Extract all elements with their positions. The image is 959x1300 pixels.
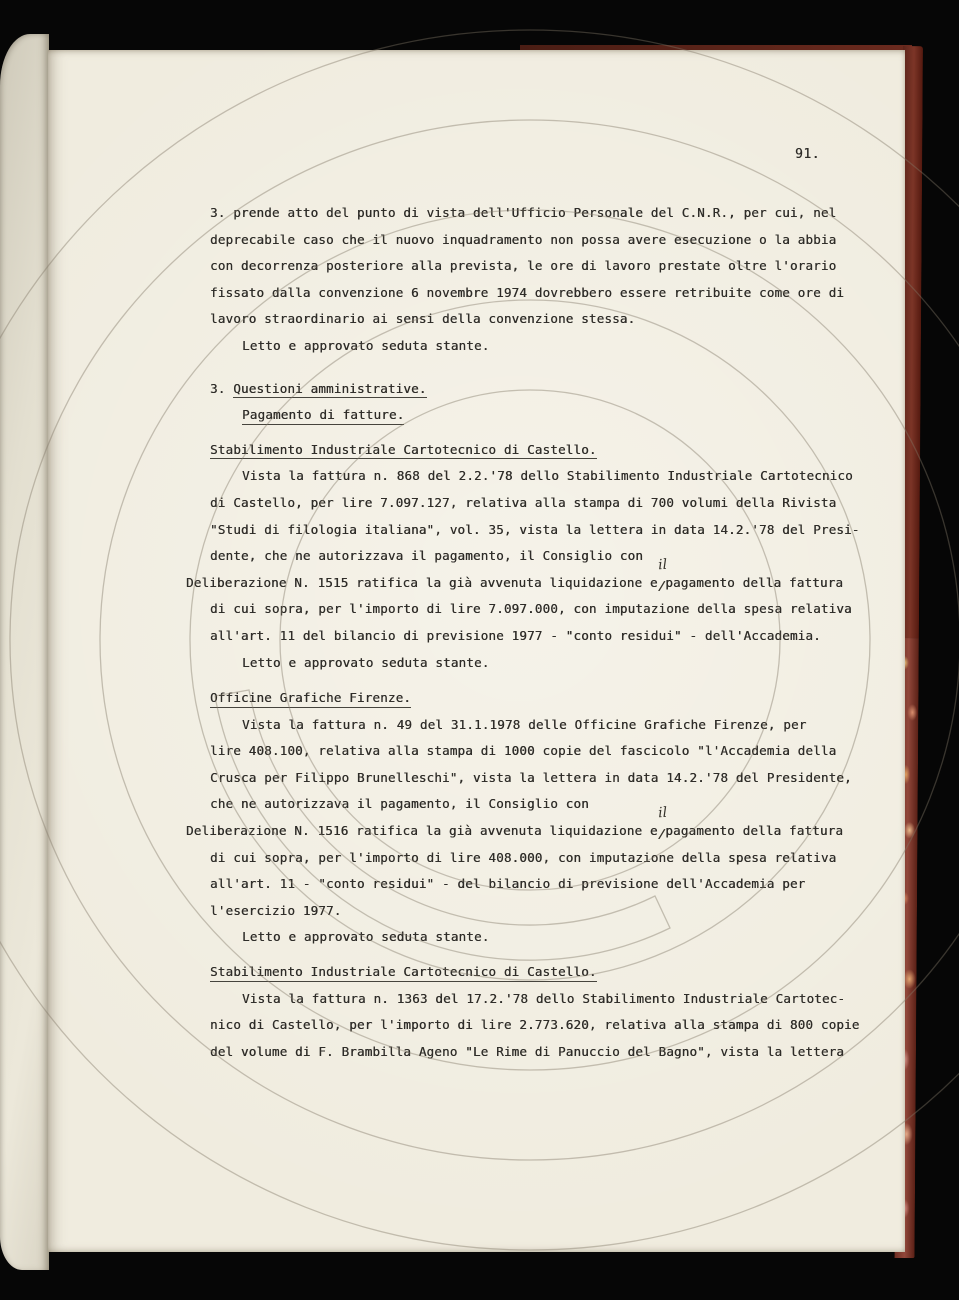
- heading-line: [210, 685, 910, 712]
- document-page: [48, 50, 905, 1252]
- text-run: deprecabile caso che il nuovo inquadramento non possa avere esecuzione o la abbia: [210, 231, 837, 247]
- text-line: [210, 1012, 910, 1039]
- text-line: [210, 738, 910, 765]
- text-line: [210, 623, 910, 650]
- text-line: [210, 280, 910, 307]
- text-block: [186, 200, 910, 1065]
- text-run: Crusca per Filippo Brunelleschi", vista la lettera in data 14.2.'78 del Presidente,: [210, 769, 852, 785]
- handwritten-insertion: il: [657, 556, 668, 573]
- text-run: di cui sopra, per l'importo di lire 408.000, con imputazione della spesa relativa: [210, 849, 837, 865]
- heading-line: [210, 437, 910, 464]
- text-run: Vista la fattura n. 1363 del 17.2.'78 dello Stabilimento Industriale Cartotec-: [242, 990, 846, 1006]
- text-line: [210, 227, 910, 254]
- text-run: Letto e approvato seduta stante.: [242, 929, 490, 945]
- handwritten-caret-icon: / il: [656, 821, 666, 848]
- handwritten-insertion: il: [657, 804, 668, 822]
- text-line: [210, 490, 910, 517]
- text-run: dente, che ne autorizzava il pagamento, il Consiglio con: [210, 548, 643, 564]
- underlined-heading: Stabilimento Industriale Cartotecnico di Castello.: [210, 442, 597, 460]
- text-run: pagamento della fattura: [665, 823, 844, 839]
- text-run: l'esercizio 1977.: [210, 902, 342, 918]
- text-line: [210, 517, 910, 544]
- text-run: 3. prende atto del punto di vista dell'Ufficio Personale del C.N.R., per cui, nel: [210, 205, 837, 220]
- text-line: [210, 543, 910, 570]
- handwritten-caret-icon: / il: [656, 572, 666, 599]
- heading-line: [210, 402, 910, 429]
- text-line: [210, 596, 910, 623]
- text-run: lavoro straordinario ai sensi della convenzione stessa.: [210, 311, 636, 327]
- text-run: Deliberazione N. 1515 ratifica la già avvenuta liquidazione e: [186, 574, 658, 590]
- text-run: fissato dalla convenzione 6 novembre 1974 dovrebbero essere retribuite come ore di: [210, 284, 845, 300]
- text-line: [210, 650, 910, 677]
- text-run: pagamento della fattura: [665, 574, 844, 590]
- text-run: con decorrenza posteriore alla prevista, le ore di lavoro prestate oltre l'orario: [210, 258, 837, 274]
- text-run: all'art. 11 del bilancio di previsione 1977 - "conto residui" - dell'Accademia.: [210, 627, 821, 643]
- text-run: all'art. 11 - "conto residui" - del bilancio di previsione dell'Accademia per: [210, 876, 806, 892]
- text-line: [210, 924, 910, 951]
- text-line: [210, 791, 910, 818]
- text-run: di Castello, per lire 7.097.127, relativa alla stampa di 700 volumi della Rivista: [210, 494, 837, 510]
- text-run: che ne autorizzava il pagamento, il Consiglio con: [210, 796, 589, 812]
- text-run: Letto e approvato seduta stante.: [242, 337, 490, 353]
- heading-line: [210, 959, 910, 986]
- underlined-heading: Officine Grafiche Firenze.: [210, 690, 411, 708]
- text-line: [210, 200, 910, 227]
- underlined-heading: Stabilimento Industriale Cartotecnico di Castello.: [210, 964, 597, 982]
- text-run: Vista la fattura n. 868 del 2.2.'78 dello Stabilimento Industriale Cartotecnico: [242, 468, 853, 484]
- text-line: [210, 1039, 910, 1066]
- text-line: [210, 306, 910, 333]
- text-run: lire 408.100, relativa alla stampa di 1000 copie del fascicolo "l'Accademia della: [210, 743, 837, 759]
- underlined-heading: Pagamento di fatture.: [242, 407, 404, 425]
- text-line: [210, 333, 910, 360]
- text-run: Deliberazione N. 1516 ratifica la già avvenuta liquidazione e: [186, 823, 658, 839]
- text-line: [210, 765, 910, 792]
- text-line: [210, 845, 910, 872]
- text-run: di cui sopra, per l'importo di lire 7.097.000, con imputazione della spesa relativa: [210, 601, 852, 617]
- text-run: nico di Castello, per l'importo di lire 2.773.620, relativa alla stampa di 800 copie: [210, 1017, 860, 1033]
- text-line: [210, 871, 910, 898]
- heading-line: [210, 376, 910, 403]
- text-run: Letto e approvato seduta stante.: [242, 654, 490, 670]
- text-run: del volume di F. Brambilla Ageno "Le Rime di Panuccio del Bagno", vista la lettera: [210, 1043, 845, 1059]
- text-line: [210, 253, 910, 280]
- text-line: [210, 898, 910, 925]
- text-run: "Studi di filologia italiana", vol. 35, vista la lettera in data 14.2.'78 del Presi-: [210, 521, 860, 537]
- underlined-heading: Questioni amministrative.: [233, 381, 426, 399]
- heading-prefix: 3.: [210, 380, 234, 396]
- text-run: Vista la fattura n. 49 del 31.1.1978 delle Officine Grafiche Firenze, per: [242, 716, 807, 732]
- text-line: [210, 463, 910, 490]
- facing-page-edge: [0, 34, 49, 1270]
- page-number: 91.: [795, 147, 820, 162]
- text-line: [210, 986, 910, 1013]
- text-line: [210, 712, 910, 739]
